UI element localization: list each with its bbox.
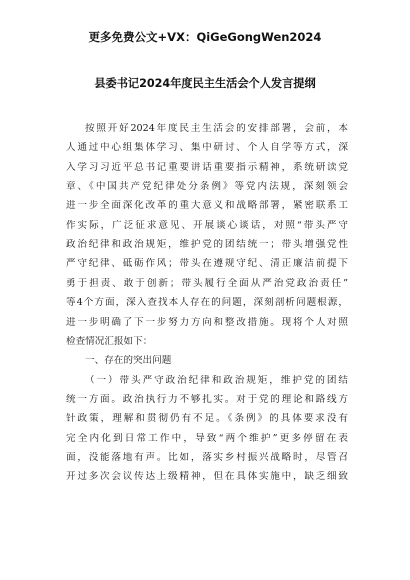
body-line: 按照开好2024年度民主生活会的安排部署，会前，本: [85, 123, 348, 134]
body-line: （一）带头严守政治纪律和政治规矩，维护党的团结: [85, 374, 348, 386]
body-line: 统一方面。政治执行力不够扎实。对于党的理论和路线方: [66, 393, 348, 405]
watermark-text: 更多免费公文+VX：QiGeGongWen2024: [88, 30, 322, 44]
body-line: 等4个方面，深入查找本人存在的问题，深刻剖析问题根源，: [66, 297, 348, 309]
body-line: 人通过中心组集体学习、集中研讨、个人自学等方式，深: [66, 142, 348, 154]
body-line: 面，没能落地有声。比如，落实乡村振兴战略时，尽管召: [66, 451, 348, 463]
body-line: 开过多次会议传达上级精神，但在具体实施中，缺乏细致: [66, 471, 348, 483]
body-line: 严守纪律、砥砺作风；带头在遵规守纪、清正廉洁前提下: [66, 258, 348, 270]
body-line: 针政策，理解和贯彻仍有不足。《条例》的具体要求没有: [66, 413, 348, 425]
body-line: 章、《中国共产党纪律处分条例》等党内法规，深刻领会: [66, 181, 348, 193]
body-line: 入学习习近平总书记重要讲话重要指示精神，系统研读党: [66, 161, 348, 173]
body-line: 作实际，广泛征求意见、开展谈心谈话，对照“带头严守: [66, 219, 348, 231]
body-line: 政治纪律和政治规矩，维护党的团结统一；带头增强党性: [66, 239, 348, 251]
section-heading: 一、存在的突出问题: [85, 355, 172, 367]
body-line: 完全内化到日常工作中，导致“两个维护”更多停留在表: [66, 432, 348, 444]
document-title: 县委书记2024年度民主生活会个人发言提纲: [94, 77, 316, 90]
body-line: 检查情况汇报如下：: [66, 335, 153, 347]
body-line: 进一步全面深化改革的重大意义和战略部署，紧密联系工: [66, 200, 348, 212]
body-line: 进一步明确了下一步努力方向和整改措施。现将个人对照: [66, 316, 348, 328]
body-line: 勇于担责、敢于创新；带头履行全面从严治党政治责任”: [66, 277, 348, 289]
